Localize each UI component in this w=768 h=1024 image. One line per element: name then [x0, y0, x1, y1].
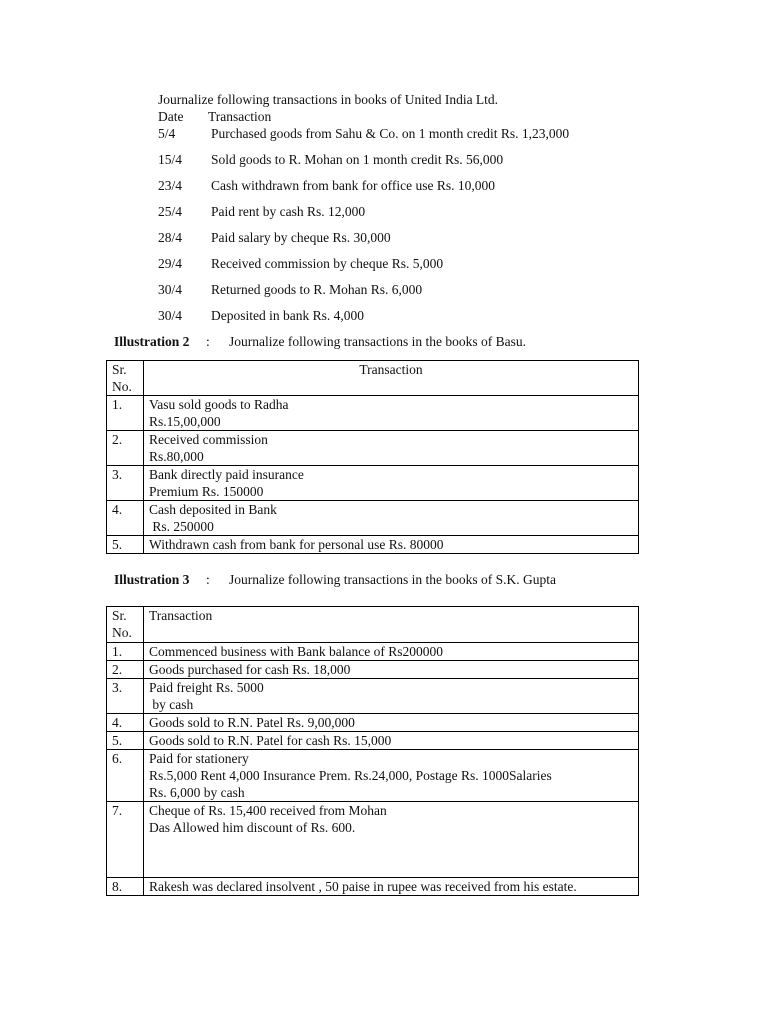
transaction-text: Cash withdrawn from bank for office use Rs. 10,000: [211, 178, 495, 193]
transaction-cell: [144, 679, 639, 714]
sr-no-cell: 7.: [107, 802, 144, 878]
sr-no-cell: 4.: [107, 501, 144, 536]
cell-line: Rs.15,00,000: [149, 414, 221, 429]
sr-no-cell: 2.: [107, 431, 144, 466]
heading-colon: :: [206, 334, 210, 349]
transaction-date: 15/4: [158, 152, 183, 167]
transaction-text: Returned goods to R. Mohan Rs. 6,000: [211, 282, 423, 297]
transaction-cell: [144, 643, 639, 661]
transaction-date: 5/4: [158, 126, 176, 141]
table-row: [107, 732, 639, 750]
sr-no-cell: 1.: [107, 396, 144, 431]
cell-line: Goods sold to R.N. Patel Rs. 9,00,000: [149, 715, 355, 730]
transaction-cell: [144, 732, 639, 750]
transaction-cell: [144, 536, 639, 554]
transaction-cell: [144, 431, 639, 466]
cell-line: Rs. 250000: [149, 519, 214, 534]
sr-no-header: [107, 361, 144, 396]
transaction-text: Deposited in bank Rs. 4,000: [211, 308, 364, 323]
table-row: [107, 536, 639, 554]
cell-line: Paid freight Rs. 5000: [149, 680, 264, 695]
cell-line: Received commission: [149, 432, 268, 447]
transaction-date: 28/4: [158, 230, 183, 245]
table-header-row: [107, 361, 639, 396]
illustration-label: Illustration 2: [114, 334, 190, 349]
transaction-date: 30/4: [158, 308, 183, 323]
sr-no-cell: 8.: [107, 878, 144, 896]
illustration2-heading: [114, 334, 526, 350]
table-row: [107, 802, 639, 878]
transaction-cell: [144, 714, 639, 732]
sr-no-cell: 3.: [107, 466, 144, 501]
illustration2-table: [106, 360, 639, 554]
header-line: No.: [112, 379, 132, 394]
cell-line: Premium Rs. 150000: [149, 484, 264, 499]
date-column-header: Date: [158, 109, 184, 124]
transaction-text: Paid rent by cash Rs. 12,000: [211, 204, 366, 219]
sr-no-cell: 4.: [107, 714, 144, 732]
cell-line: Goods purchased for cash Rs. 18,000: [149, 662, 351, 677]
header-line: No.: [112, 625, 132, 640]
sr-no-cell: 5.: [107, 536, 144, 554]
table-header-row: [107, 607, 639, 643]
header-line: Sr.: [112, 608, 127, 623]
cell-line: Goods sold to R.N. Patel for cash Rs. 15,000: [149, 733, 392, 748]
illustration-label: Illustration 3: [114, 572, 190, 587]
transaction-cell: [144, 501, 639, 536]
sr-no-header: [107, 607, 144, 643]
cell-line: Rs.5,000 Rent 4,000 Insurance Prem. Rs.24,000, Postage Rs. 1000Salaries: [149, 768, 552, 783]
cell-line: Paid for stationery: [149, 751, 249, 766]
table-row: [107, 714, 639, 732]
cell-line: Commenced business with Bank balance of Rs200000: [149, 644, 443, 659]
transaction-cell: [144, 878, 639, 896]
sr-no-cell: 3.: [107, 679, 144, 714]
sr-no-cell: 5.: [107, 732, 144, 750]
transaction-cell: [144, 396, 639, 431]
table-row: [107, 661, 639, 679]
header-line: Sr.: [112, 362, 127, 377]
transaction-cell: [144, 661, 639, 679]
transaction-text: Paid salary by cheque Rs. 30,000: [211, 230, 391, 245]
table-row: [107, 878, 639, 896]
illustration-text: Journalize following transactions in the books of S.K. Gupta: [229, 572, 556, 587]
transaction-header: Transaction: [144, 607, 639, 643]
cell-line: Das Allowed him discount of Rs. 600.: [149, 820, 356, 835]
table-row: [107, 466, 639, 501]
cell-line: Cheque of Rs. 15,400 received from Mohan: [149, 803, 387, 818]
transaction-text: Sold goods to R. Mohan on 1 month credit Rs. 56,000: [211, 152, 504, 167]
transaction-text: Purchased goods from Sahu & Co. on 1 month credit Rs. 1,23,000: [211, 126, 570, 141]
transaction-date: 30/4: [158, 282, 183, 297]
table-row: [107, 501, 639, 536]
transaction-date: 25/4: [158, 204, 183, 219]
transaction-column-header: Transaction: [208, 109, 272, 124]
transaction-header: Transaction: [144, 361, 639, 396]
illustration3-heading: [114, 572, 556, 588]
illustration3-table: [106, 606, 639, 896]
table-row: [107, 679, 639, 714]
transaction-text: Received commission by cheque Rs. 5,000: [211, 256, 444, 271]
sr-no-cell: 6.: [107, 750, 144, 802]
illustration1-heading: Journalize following transactions in books of United India Ltd.: [158, 92, 499, 107]
cell-line: Rs. 6,000 by cash: [149, 785, 245, 800]
illustration-text: Journalize following transactions in the books of Basu.: [229, 334, 526, 349]
cell-line: Rakesh was declared insolvent , 50 paise in rupee was received from his estate.: [149, 879, 577, 894]
cell-line: by cash: [149, 697, 194, 712]
sr-no-cell: 1.: [107, 643, 144, 661]
table-row: [107, 750, 639, 802]
cell-line: Rs.80,000: [149, 449, 204, 464]
transaction-cell: [144, 750, 639, 802]
transaction-cell: [144, 802, 639, 878]
transaction-cell: [144, 466, 639, 501]
table-row: [107, 643, 639, 661]
cell-line: Withdrawn cash from bank for personal use Rs. 80000: [149, 537, 444, 552]
transaction-date: 23/4: [158, 178, 183, 193]
heading-colon: :: [206, 572, 210, 587]
sr-no-cell: 2.: [107, 661, 144, 679]
transaction-date: 29/4: [158, 256, 183, 271]
table-row: [107, 431, 639, 466]
cell-line: Vasu sold goods to Radha: [149, 397, 289, 412]
cell-line: Bank directly paid insurance: [149, 467, 304, 482]
cell-line: Cash deposited in Bank: [149, 502, 277, 517]
table-row: [107, 396, 639, 431]
